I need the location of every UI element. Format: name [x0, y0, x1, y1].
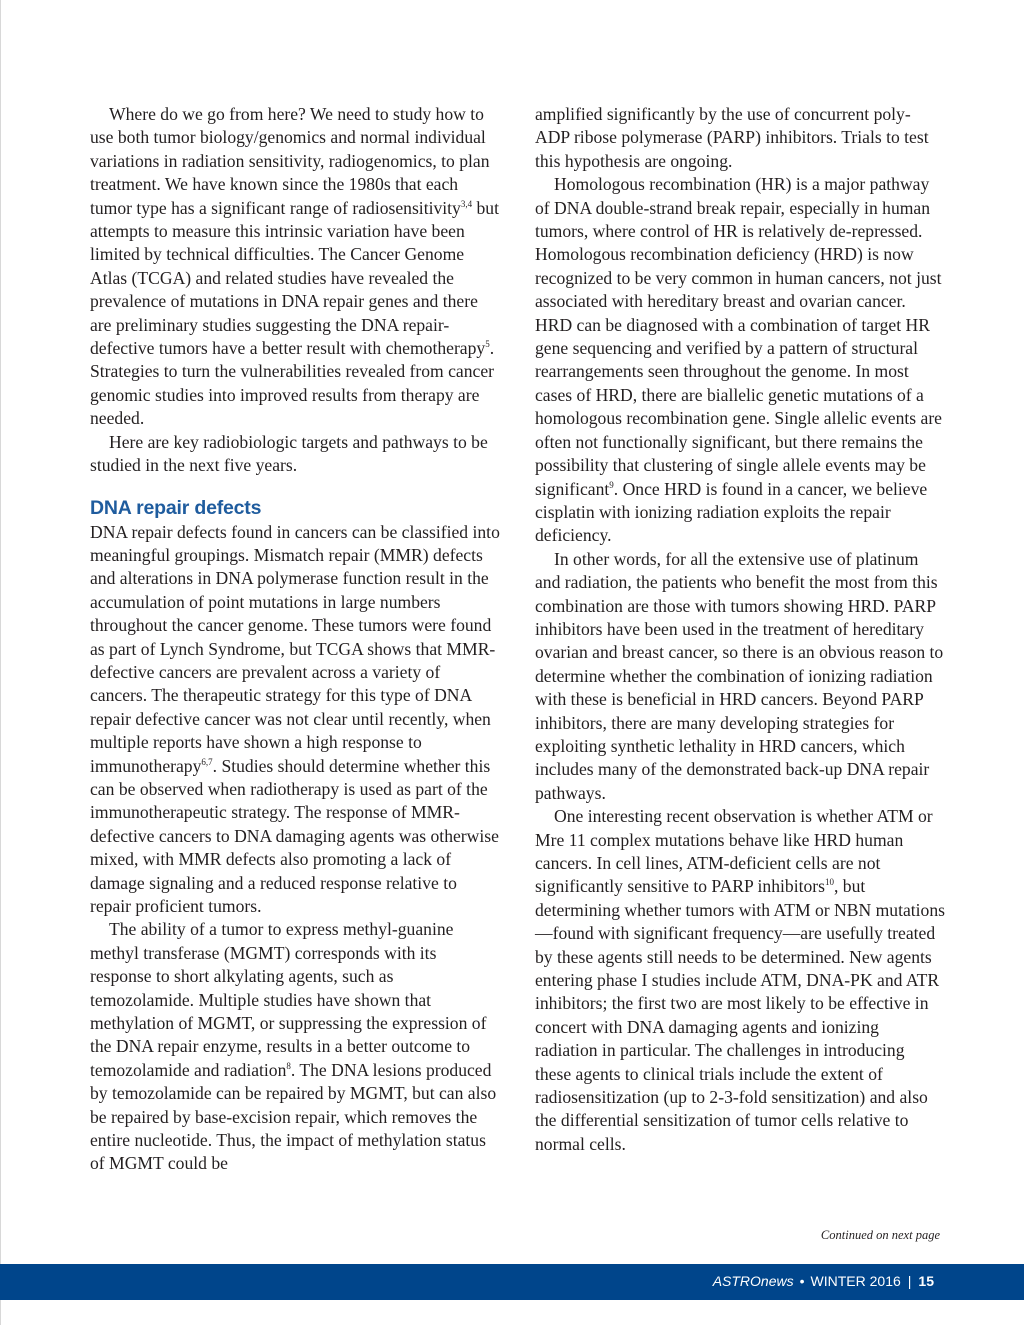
citation: 3,4	[460, 198, 473, 209]
paragraph: Homologous recombination (HR) is a major pathway of DNA double-strand break repair, especially in human tumors, where control of HR is relatively de-repressed. Homologous recombination deficiency (HRD) is now recognized to be very common in human cancers, not just associated with hereditary breast and ovarian cancer. HRD can be diagnosed with a combination of target HR gene sequencing and verified by a pattern of structural rearrangements seen throughout the genome. In most cases of HRD, there are biallelic genetic mutations of a homologous recombination gene. Single allelic events are often not functionally significant, but there remains the possibility that clustering of single allele events may be significant$^9$. Once HRD is found in a cancer, we believe cisplatin with ionizing radiation exploits the repair deficiency.	[535, 174, 942, 546]
citation: 8	[286, 1060, 291, 1071]
citation: 6,7	[201, 756, 213, 767]
paragraph: amplified significantly by the use of concurrent poly-ADP ribose polymerase (PARP) inhibitors. Trials to test this hypothesis are ongoing.	[535, 104, 929, 171]
paragraph: In other words, for all the extensive use of platinum and radiation, the patients who benefit the most from this combination are those with tumors showing HRD. PARP inhibitors have been used in the treatment of hereditary ovarian and breast cancer, so there is an obvious reason to determine whether the combination of ionizing radiation with these is beneficial in HRD cancers. Beyond PARP inhibitors, there are many developing strategies for exploiting synthetic lethality in HRD cancers, which includes many of the demonstrated back-up DNA repair pathways.	[535, 548, 944, 803]
citation: 10	[825, 877, 834, 888]
continued-note: Continued on next page	[820, 1228, 940, 1242]
right-column	[535, 103, 945, 1156]
footer-bar	[0, 1264, 1024, 1300]
issue-label: WINTER 2016	[810, 1273, 901, 1289]
paragraph: Here are key radiobiologic targets and pathways to be studied in the next five years.	[90, 431, 488, 476]
page-edge	[0, 0, 1, 1325]
citation: 5	[485, 339, 490, 350]
citation: 9	[609, 479, 614, 490]
paragraph: DNA repair defects found in cancers can be classified into meaningful groupings. Mismatch repair (MMR) defects and alterations in DNA polymerase function result in the accumulation of point mutations in large numbers throughout the cancer genome. These tumors were found as part of Lynch Syndrome, but TCGA shows that MMR-defective cancers are prevalent across a variety of cancers. The therapeutic strategy for this type of DNA repair defective cancer was not clear until recently, when multiple reports have shown a high response to immunotherapy$^{6,7}$. Studies should determine whether this can be observed when radiotherapy is used as part of the immunotherapeutic strategy. The response of MMR-defective cancers to DNA damaging agents was otherwise mixed, with MMR defects also promoting a lack of damage signaling and a reduced response relative to repair proficient tumors.	[90, 521, 500, 916]
page-number: 15	[918, 1273, 934, 1289]
publication-name: ASTROnews	[712, 1273, 794, 1289]
paragraph: Where do we go from here? We need to study how to use both tumor biology/genomics and normal individual variations in radiation sensitivity, radiogenomics, to plan treatment. We have known since the 1980s that each tumor type has a significant range of radiosensitivity$^{3,4}$ but attempts to measure this intrinsic variation have been limited by technical difficulties. The Cancer Genome Atlas (TCGA) and related studies have revealed the prevalence of mutations in DNA repair genes and there are preliminary studies suggesting the DNA repair-defective tumors have a better result with chemotherapy$^5$. Strategies to turn the vulnerabilities revealed from cancer genomic studies into improved results from therapy are needed.	[90, 104, 499, 429]
paragraph: The ability of a tumor to express methyl-guanine methyl transferase (MGMT) corresponds with its response to short alkylating agents, such as temozolamide. Multiple studies have shown that methylation of MGMT, or suppressing the expression of the DNA repair enzyme, results in a better outcome to temozolamide and radiation$^8$. The DNA lesions produced by temozolamide can be repaired by MGMT, but can also be repaired by base-excision repair, which removes the entire nucleotide. Thus, the impact of methylation status of MGMT could be	[90, 919, 497, 1174]
left-column	[90, 103, 500, 1176]
paragraph: One interesting recent observation is whether ATM or Mre 11 complex mutations behave like HRD human cancers. In cell lines, ATM-deficient cells are not significantly sensitive to PARP inhibitors$^{10}$, but determining whether tumors with ATM or NBN mutations—found with significant frequency—are usefully treated by these agents still needs to be determined. New agents entering phase I studies include ATM, DNA-PK and ATR inhibitors; the first two are most likely to be effective in concert with DNA damaging agents and ionizing radiation in particular. The challenges in introducing these agents to clinical trials include the extent of radiosensitization (up to 2-3-fold sensitization) and also the differential sensitization of tumor cells relative to normal cells.	[535, 806, 945, 1154]
footer-bullet: •	[799, 1273, 805, 1289]
footer-divider: |	[907, 1273, 912, 1289]
section-heading: DNA repair defects	[90, 496, 262, 519]
